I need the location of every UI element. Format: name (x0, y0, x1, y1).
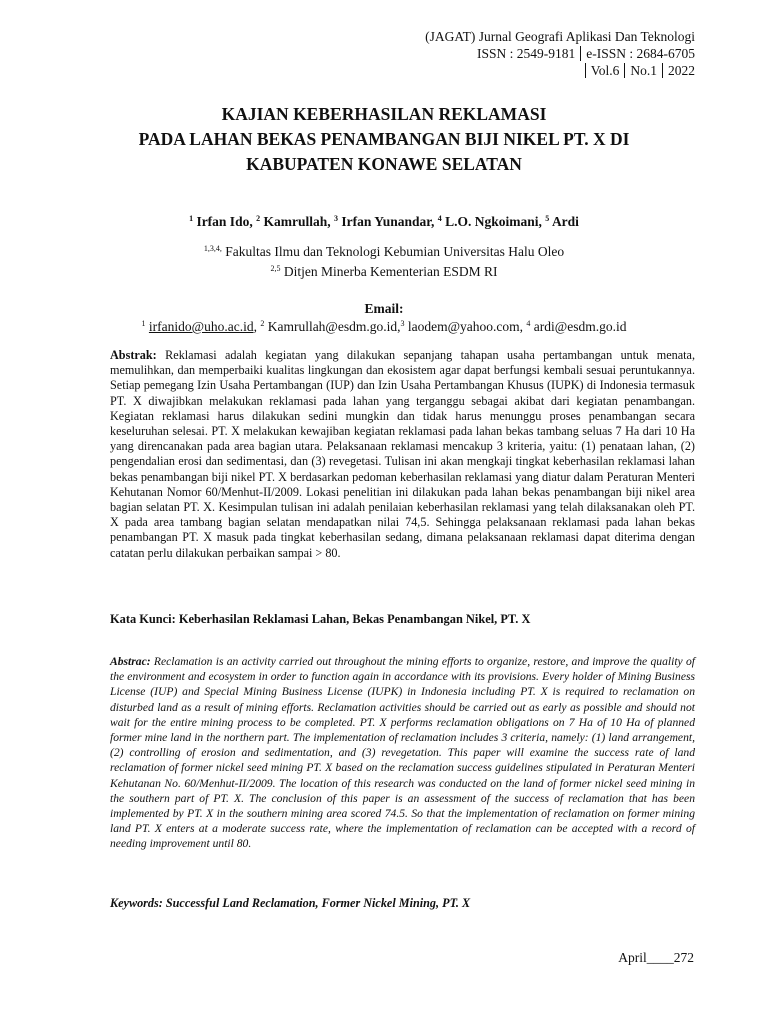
keywords: Keywords: Successful Land Reclamation, Former Nickel Mining, PT. X (110, 896, 471, 910)
author-index: 1 (189, 214, 194, 223)
email-address: Kamrullah@esdm.go.id (267, 319, 398, 334)
author-name: Irfan Yunandar, (341, 214, 438, 229)
affiliation-text: Ditjen Minerba Kementerian ESDM RI (283, 264, 498, 279)
abstract-indonesian (110, 348, 695, 561)
journal-name: (JAGAT) Jurnal Geografi Aplikasi Dan Teknologi (425, 29, 695, 44)
email-index: 3 (400, 319, 405, 328)
journal-header (425, 28, 695, 79)
title-line: KABUPATEN KONAWE SELATAN (246, 154, 522, 174)
issn: ISSN : 2549-9181 (476, 46, 576, 61)
author-name: Ardi (551, 214, 579, 229)
eissn: e-ISSN : 2684-6705 (586, 46, 695, 61)
separator (624, 63, 625, 78)
separator (585, 63, 586, 78)
email-separator: , (253, 319, 261, 334)
email-label: Email: (364, 301, 404, 316)
author-name: Irfan Ido, (196, 214, 257, 229)
email-index: 2 (260, 319, 265, 328)
email-address: laodem@yahoo.com (407, 319, 520, 334)
affiliation (60, 264, 708, 280)
email-separator: , (397, 319, 401, 334)
affiliation-text: Fakultas Ilmu dan Teknologi Kebumian Universitas Halu Oleo (225, 244, 565, 259)
issue-number: No.1 (630, 63, 657, 78)
affiliation (60, 244, 708, 260)
abstract-body: Reclamation is an activity carried out throughout the mining efforts to organize, restore, and improve the quality of the environment and ecosystem in order to function again in accordance with its provisions. Every holder of Mining Business License (IUP) and Special Mining Business License (IUPK) in Indonesia including PT. X is required to reclamation on disturbed land as a result of mining efforts. Reclamation activities should be carried out as early as possible and should not wait for the entire mining process to be completed. PT. X performs reclamation obligations on 7 Ha of 10 Ha of planned former mine land in the northern part. The implementation of reclamation includes 3 criteria, namely: (1) land arrangement, (2) controlling of erosion and sedimentation, and (3) revegetation. This paper will examine the success rate of land reclamation of former nickel seed mining PT. X based on the reclamation success guidelines stipulated in Peraturan Menteri Kehutanan No. 60/Menhut-II/2009. The location of this research was conducted on the land of former nickel seed mining in the southern part of PT. X. The conclusion of this paper is an assessment of the success of reclamation that has been implemented by PT. X in the southern mining area scored 74.5. So that the implementation of reclamation on former mining land PT. X enters at a moderate success rate, where the implementation of reclamation can be accepted with a record of needing improvement until 80. (110, 655, 695, 851)
author-name: L.O. Ngkoimani, (445, 214, 546, 229)
author-index: 4 (437, 214, 442, 223)
author-index: 3 (333, 214, 338, 223)
author-list (60, 214, 708, 230)
abstract-label: Abstrak: (110, 348, 157, 362)
affiliation-index: 2,5 (270, 264, 281, 273)
volume: Vol.6 (590, 63, 620, 78)
separator (580, 46, 581, 61)
author-index: 2 (256, 214, 261, 223)
abstract-english (110, 654, 695, 852)
abstract-label: Abstrac: (110, 655, 151, 668)
title-line: KAJIAN KEBERHASILAN REKLAMASI (221, 104, 547, 124)
separator (662, 63, 663, 78)
affiliation-index: 1,3,4, (203, 244, 222, 253)
email-separator: , (519, 319, 527, 334)
journal-volume-line (425, 62, 695, 79)
email-address: ardi@esdm.go.id (533, 319, 627, 334)
author-name: Kamrullah, (263, 214, 334, 229)
journal-issn-line (425, 45, 695, 62)
page-footer: April____272 (618, 950, 694, 965)
paper-title (60, 102, 708, 177)
email-list (60, 319, 708, 335)
author-index: 5 (545, 214, 550, 223)
email-link[interactable]: irfanido@uho.ac.id (148, 319, 254, 334)
title-line: PADA LAHAN BEKAS PENAMBANGAN BIJI NIKEL PT. X DI (138, 129, 630, 149)
email-index: 4 (526, 319, 531, 328)
abstract-body: Reklamasi adalah kegiatan yang dilakukan sepanjang tahapan usaha pertambangan untuk menata, memulihkan, dan memperbaiki kualitas lingkungan dan ekosistem agar dapat berfungsi kembali sesuai peruntukannya. Setiap pemegang Izin Usaha Pertambangan (IUP) dan Izin Usaha Pertambangan Khusus (IUPK) di Indonesia termasuk PT. X diwajibkan melakukan reklamasi pada lahan yang terganggu sebagai akibat dari kegiatan penambangan. Kegiatan reklamasi harus dilakukan sedini mungkin dan tidak harus menunggu proses penambangan secara keseluruhan selesai. PT. X melakukan kewajiban kegiatan reklamasi pada lahan bekas tambang seluas 7 Ha dari 10 Ha yang direncanakan pada area bagian utara. Pelaksanaan reklamasi mencakup 3 kriteria, yaitu: (1) penataan lahan, (2) pengendalian erosi dan sedimentasi, dan (3) revegetasi. Tulisan ini akan mengkaji tingkat keberhasilan reklamasi lahan bekas penambangan biji nikel PT. X berdasarkan pedoman keberhasilan reklamasi yang diatur dalam Peraturan Menteri Kehutanan Nomor 60/Menhut-II/2009. Lokasi penelitian ini dilakukan pada lahan bekas penambangan biji nikel area bagian selatan PT. X. Kesimpulan tulisan ini adalah penilaian keberhasilan reklamasi yang telah dilaksanakan oleh PT. X pada area tambang bagian selatan mendapatkan nilai 74,5. Sehingga pelaksanaan reklamasi pada lahan bekas penambangan PT. X masuk pada tingkat keberhasilan sedang, dimana pelaksanaan reklamasi dapat diterima dengan catatan perlu dilakukan perbaikan sampai > 80. (110, 348, 696, 560)
year: 2022 (668, 63, 695, 78)
kata-kunci: Kata Kunci: Keberhasilan Reklamasi Lahan, Bekas Penambangan Nikel, PT. X (110, 612, 531, 626)
email-index: 1 (141, 319, 146, 328)
